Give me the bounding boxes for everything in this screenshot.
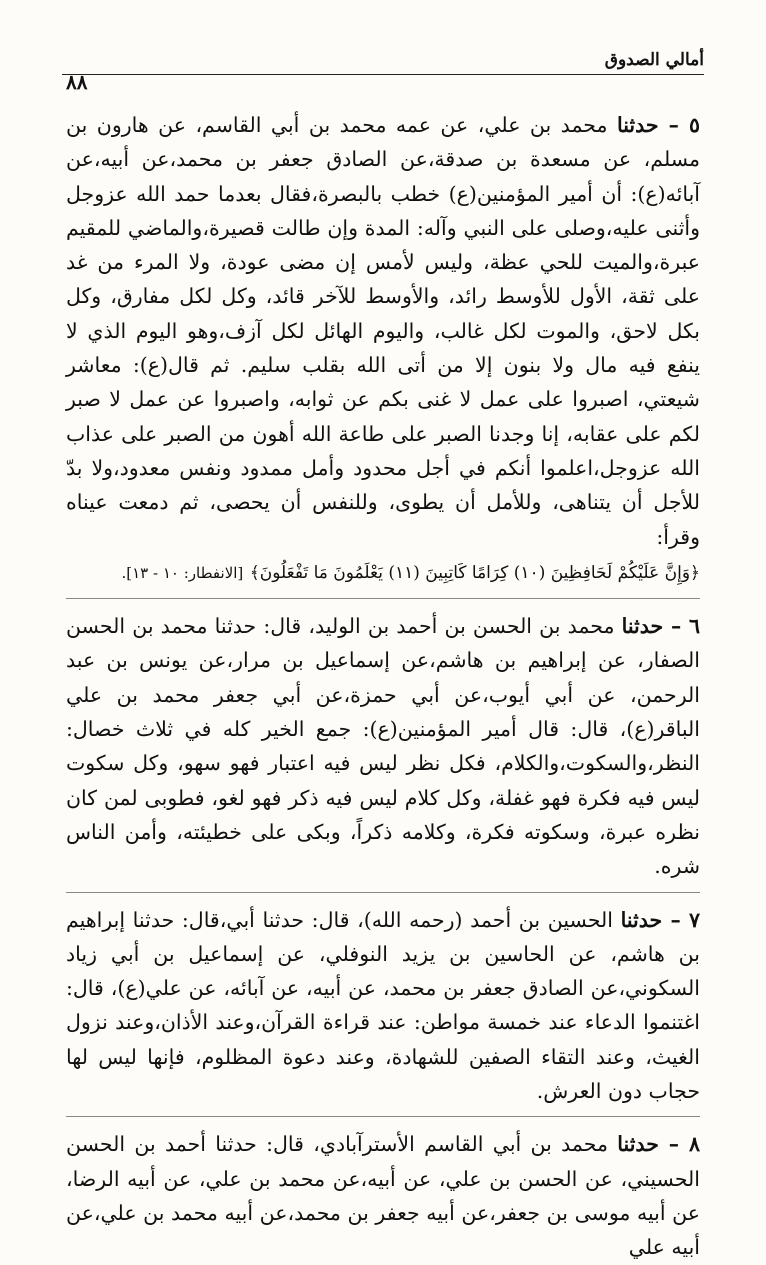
- running-header: [62, 40, 704, 75]
- hadith-7-lead: ٧ – حدثنا: [620, 907, 700, 932]
- hadith-8: [66, 1127, 700, 1264]
- book-title: أمالي الصدوق: [604, 50, 704, 70]
- quran-verse: ﴿وَإِنَّ عَلَيْكُمْ لَحَافِظِينَ (١٠) كِرَامًا كَاتِبِينَ (١١) يَعْلَمُونَ مَا تَفْعَلُونَ﴾: [249, 562, 700, 583]
- divider: [66, 598, 700, 599]
- divider: [66, 1116, 700, 1117]
- hadith-8-text: محمد بن أبي القاسم الأسترآبادي، قال: حدثنا أحمد بن الحسن الحسيني، عن الحسن بن علي، عن أبيه،عن محمد بن علي، عن أبيه الرضا، عن أبيه موسى بن جعفر،عن أبيه جعفر بن محمد،عن أبيه محمد بن علي،عن أبيه علي: [66, 1132, 700, 1260]
- hadith-6-text: محمد بن الحسن بن أحمد بن الوليد، قال: حدثنا محمد بن الحسن الصفار، عن إبراهيم بن هاشم،عن إسماعيل بن مرار،عن يونس بن عبد الرحمن، عن أبي أيوب،عن أبي حمزة،عن أبي جعفر محمد بن علي الباقر(ع)، قال: قال أمير المؤمنين(ع): جمع الخير كله في ثلاث خصال: النظر،والسكوت،والكلام، فكل نظر ليس فيه اعتبار فهو سهو، وكل سكوت ليس فيه فكرة فهو غفلة، وكل كلام ليس فيه ذكر فهو لغو، فطوبى لمن كان نظره عبرة، وسكوته فكرة، وكلامه ذكراً، وبكى على خطيئته، وأمن الناس شره.: [66, 614, 700, 879]
- hadith-7-text: الحسين بن أحمد (رحمه الله)، قال: حدثنا أبي،قال: حدثنا إبراهيم بن هاشم، عن الحاسين بن يزيد النوفلي، عن إسماعيل بن أبي زياد السكوني،عن الصادق جعفر بن محمد، عن أبيه، عن آبائه، عن علي(ع)، قال: اغتنموا الدعاء عند خمسة مواطن: عند قراءة القرآن،وعند الأذان،وعند نزول الغيث، وعند التقاء الصفين للشهادة، وعند دعوة المظلوم، فإنها ليس لها حجاب دون العرش.: [66, 907, 700, 1104]
- page-body: [66, 108, 700, 1265]
- quran-verse-line: [66, 554, 700, 590]
- verse-citation: [الانفطار: ١٠ - ١٣].: [121, 563, 244, 582]
- page-number: ٨٨: [66, 70, 88, 94]
- hadith-5-text: محمد بن علي، عن عمه محمد بن أبي القاسم، عن هارون بن مسلم، عن مسعدة بن صدقة،عن الصادق جعفر بن محمد،عن أبيه،عن آبائه(ع): أن أمير المؤمنين(ع) خطب بالبصرة،فقال بعدما حمد الله عزوجل وأثنى عليه،وصلى على النبي وآله: المدة وإن طالت قصيرة،والماضي للمقيم عبرة،والميت للحي عظة، وليس لأمس إن مضى عودة، ولا المرء من غد على ثقة، الأول للأوسط رائد، والأوسط للآخر قائد، وكل لكل مفارق، وكل بكل لاحق، والموت لكل غالب، واليوم الهائل لكل آزف،وهو اليوم الذي لا ينفع فيه مال ولا بنون إلا من أتى الله بقلب سليم. ثم قال(ع): معاشر شيعتي، اصبروا على عمل لا غنى بكم عن ثوابه، واصبروا عن عمل لا صبر لكم على عقابه، إنا وجدنا الصبر على طاعة الله أهون من الصبر على عذاب الله عزوجل،اعلموا أنكم في أجل محدود وأمل ممدود ونفس معدود،ولا بدّ للأجل أن يتناهى، وللأمل أن يطوى، وللنفس أن يحصى، ثم دمعت عيناه وقرأ:: [66, 113, 700, 549]
- hadith-5: [66, 108, 700, 554]
- hadith-7: [66, 903, 700, 1109]
- divider: [66, 892, 700, 893]
- hadith-8-lead: ٨ – حدثنا: [617, 1132, 700, 1157]
- hadith-6-lead: ٦ – حدثنا: [621, 614, 700, 639]
- hadith-5-lead: ٥ – حدثنا: [616, 113, 700, 137]
- hadith-6: [66, 609, 700, 883]
